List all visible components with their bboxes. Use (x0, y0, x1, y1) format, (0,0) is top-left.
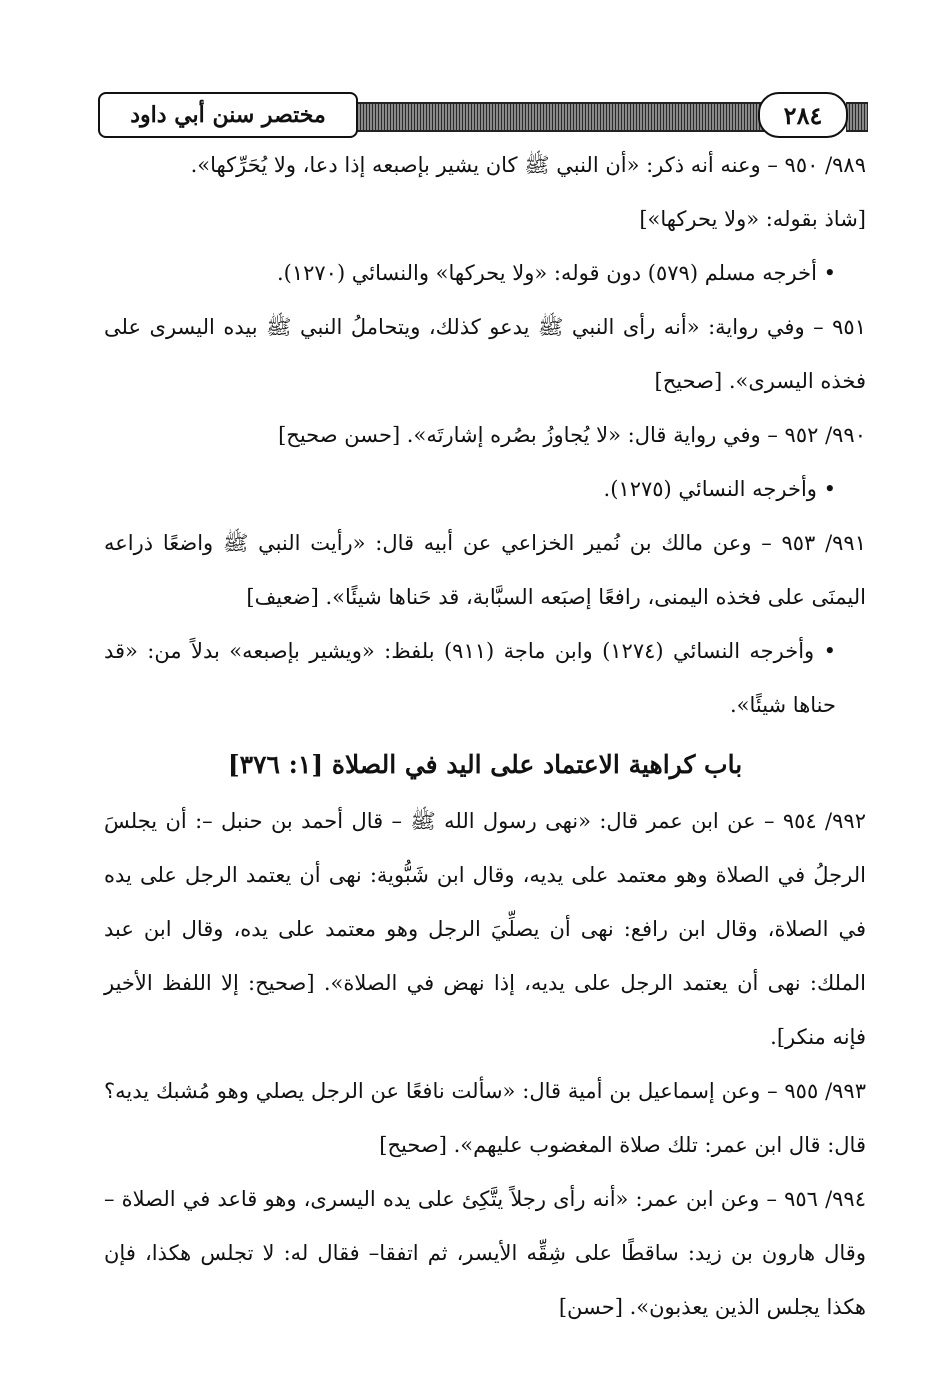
book-title: مختصر سنن أبي داود (98, 92, 358, 138)
hadith-951: ٩٥١ – وفي رواية: «أنه رأى النبي ﷺ يدعو كذلك، ويتحاملُ النبي ﷺ بيده اليسرى على فخذه اليسرى». [صحيح] (104, 315, 866, 393)
note-991: • وأخرجه النسائي (١٢٧٤) وابن ماجة (٩١١) بلفظ: «ويشير بإصبعه» بدلاً من: «قد حناها شيئًا». (104, 639, 836, 717)
header-decorative-band (348, 102, 778, 132)
page-header (98, 92, 868, 140)
hadith-991: ٩٩١/ ٩٥٣ – وعن مالك بن نُمير الخزاعي عن أبيه قال: «رأيت النبي ﷺ واضعًا ذراعه اليمنَى على فخذه اليمنى، رافعًا إصبَعه السبَّابة، قد حَناها شيئًا». [ضعيف] (104, 531, 866, 609)
note-989: • أخرجه مسلم (٥٧٩) دون قوله: «ولا يحركها» والنسائي (١٢٧٠). (276, 261, 836, 285)
header-decorative-tail (846, 102, 868, 132)
page-content (104, 138, 866, 1334)
hadith-992: ٩٩٢/ ٩٥٤ – عن ابن عمر قال: «نهى رسول الله ﷺ – قال أحمد بن حنبل –: أن يجلسَ الرجلُ في الصلاة وهو معتمد على يديه، وقال ابن شَبُّوية: نهى أن يعتمد الرجل على يده في الصلاة، وقال ابن رافع: نهى أن يصلِّيَ الرجل وهو معتمد على يده، وقال ابن عبد الملك: نهى أن يعتمد الرجل على يديه، إذا نهض في الصلاة». [صحيح: إلا اللفظ الأخير فإنه منكر]. (104, 809, 866, 1049)
hadith-989-grade: [شاذ بقوله: «ولا يحركها»] (639, 207, 866, 231)
hadith-993: ٩٩٣/ ٩٥٥ – وعن إسماعيل بن أمية قال: «سألت نافعًا عن الرجل يصلي وهو مُشبك يديه؟ قال: قال ابن عمر: تلك صلاة المغضوب عليهم». [صحيح] (104, 1079, 866, 1157)
hadith-994: ٩٩٤/ ٩٥٦ – وعن ابن عمر: «أنه رأى رجلاً يتَّكِئ على يده اليسرى، وهو قاعد في الصلاة –وقال هارون بن زيد: ساقطًا على شِقِّه الأيسر، ثم اتفقا– فقال له: لا تجلس هكذا، فإن هكذا يجلس الذين يعذبون». [حسن] (104, 1187, 866, 1319)
hadith-989: ٩٨٩/ ٩٥٠ – وعنه أنه ذكر: «أن النبي ﷺ كان يشير بإصبعه إذا دعا، ولا يُحَرِّكها». (190, 153, 866, 177)
section-title: باب كراهية الاعتماد على اليد في الصلاة [١: ٣٧٦] (227, 750, 743, 779)
page-number: ٢٨٤ (758, 92, 848, 138)
note-990: • وأخرجه النسائي (١٢٧٥). (603, 477, 836, 501)
hadith-990: ٩٩٠/ ٩٥٢ – وفي رواية قال: «لا يُجاوزُ بصُره إشارتَه». [حسن صحيح] (278, 423, 866, 447)
